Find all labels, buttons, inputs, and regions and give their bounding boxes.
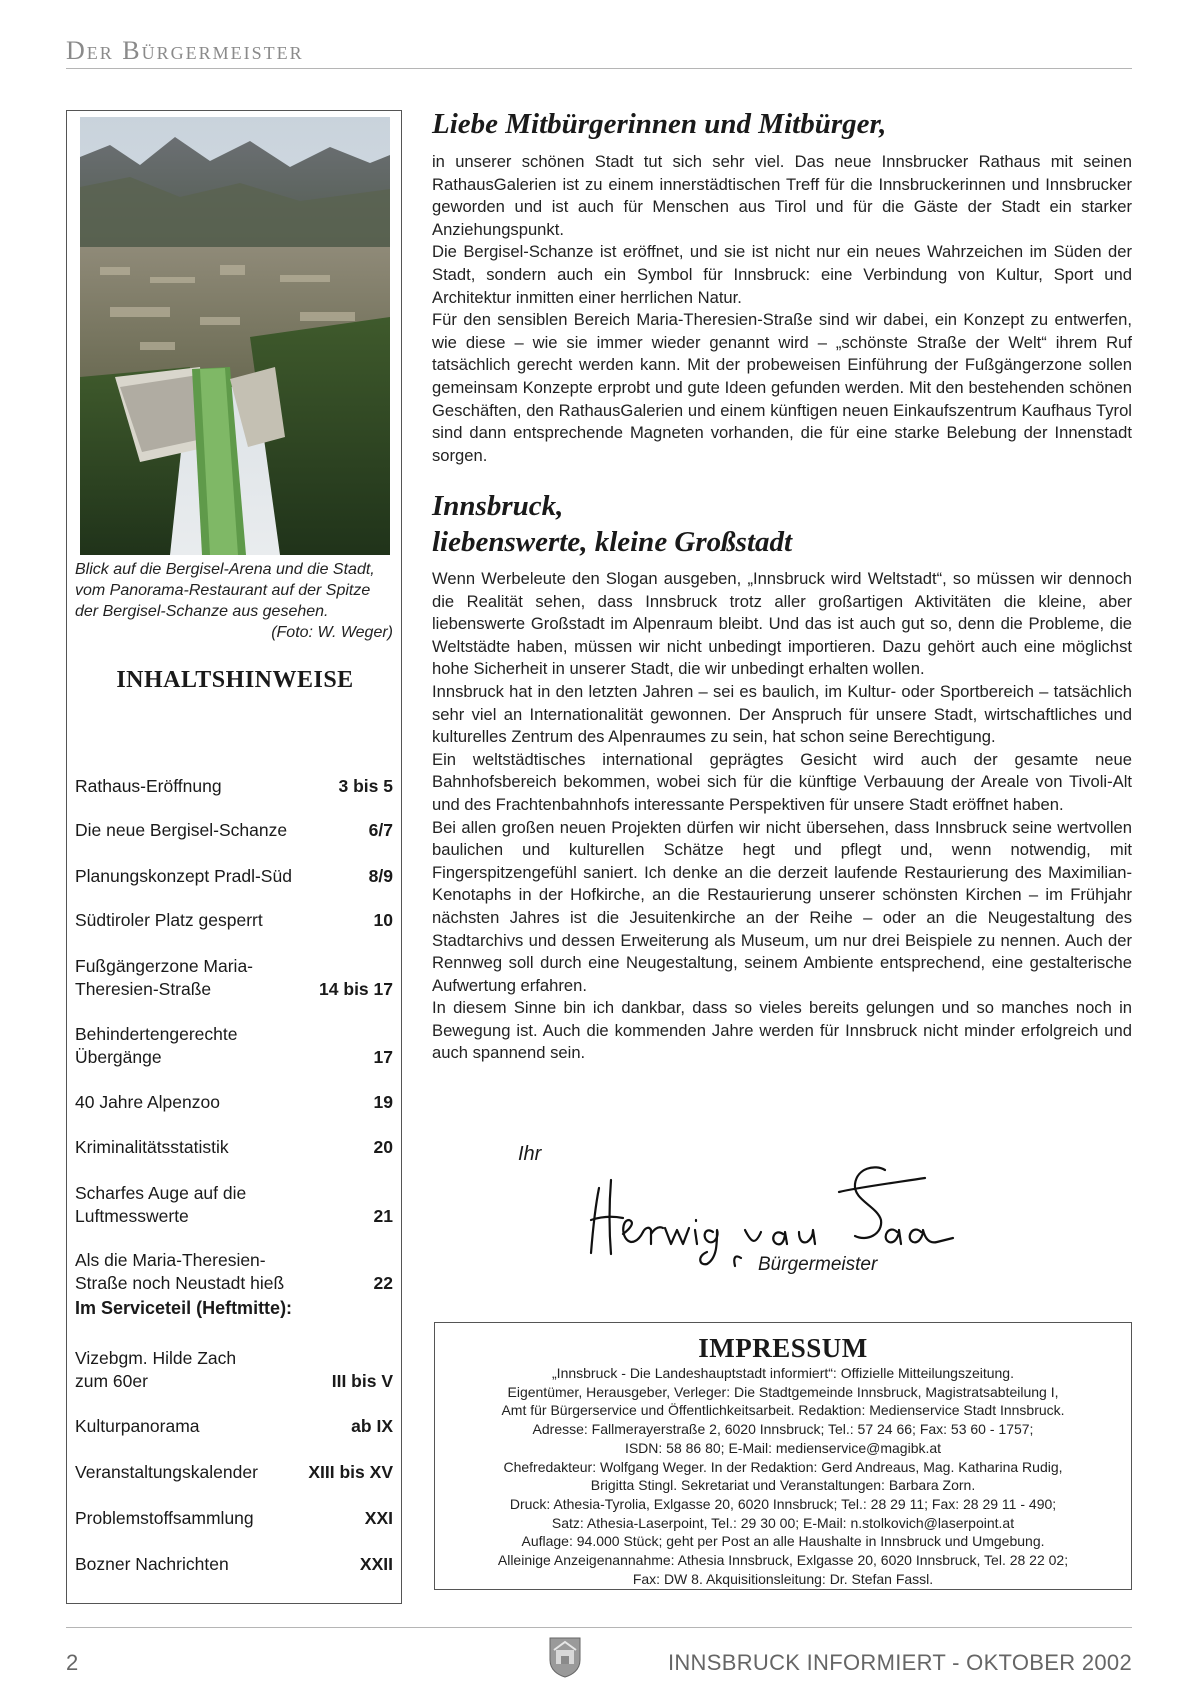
- sidebar-box: [66, 110, 402, 1604]
- toc-item-page: 21: [373, 1206, 393, 1226]
- toc-item-page: 14 bis 17: [319, 979, 393, 999]
- impressum-line: Auflage: 94.000 Stück; geht per Post an alle Haushalte in Innsbruck und Umgebung.: [521, 1533, 1045, 1550]
- letter-paragraph: Die Bergisel-Schanze ist eröffnet, und sie ist nicht nur ein neues Wahrzeichen im Süden der Stadt, sondern auch ein Symbol für Innsbruck: eine Verbindung von Kultur, Sport und Architektur inmitten einer herrlichen Natur.: [432, 242, 1132, 307]
- service-item[interactable]: [75, 1553, 393, 1576]
- letter-subheading-line2: liebenswerte, kleine Großstadt: [432, 526, 793, 558]
- toc-item-page: 8/9: [368, 866, 393, 886]
- toc-item[interactable]: [75, 1091, 393, 1114]
- toc-item[interactable]: [75, 1023, 393, 1069]
- page-header-title: Der Bürgermeister: [66, 36, 304, 65]
- letter-paragraph: Für den sensiblen Bereich Maria-Theresien-Straße sind wir dabei, ein Konzept zu entwerfen, wie diese – wie sie immer wieder genannt wird – „schönste Straße der Welt“ ihrem Ruf tatsächlich gerecht werden kann. Mit der probeweisen Einführung der Fußgängerzone sollen gemeinsam Konzepte erprobt und gute Ideen gefunden werden. Mit den bestehenden schönen Geschäften, den RathausGalerien und einem künftigen neuen Einkaufszentrum Kaufhaus Tyrol sind dann entsprechende Magneten vorhanden, die für eine starke Belebung der Innenstadt sorgen.: [432, 310, 1132, 465]
- service-item[interactable]: [75, 1347, 393, 1393]
- toc-item-title: Fußgängerzone Maria-Theresien-Straße: [75, 956, 253, 999]
- service-item-title: Bozner Nachrichten: [75, 1554, 229, 1574]
- toc-item-page: 19: [373, 1092, 393, 1112]
- letter-salutation: Liebe Mitbürgerinnen und Mitbürger,: [432, 108, 887, 140]
- impressum-line: Brigitta Stingl. Sekretariat und Veranstaltungen: Barbara Zorn.: [590, 1477, 976, 1494]
- toc-item[interactable]: [75, 819, 393, 842]
- letter-paragraph: in unserer schönen Stadt tut sich sehr viel. Das neue Innsbrucker Rathaus mit seinen RathausGalerien ist zu einem innerstädtischen Treff für die Innsbruckerinnen und Innsbrucker geworden und ist auch für Menschen aus Tirol und für die Gäste der Stadt ein starker Anziehungspunkt.: [432, 152, 1132, 239]
- impressum-line: Adresse: Fallmerayerstraße 2, 6020 Innsbruck; Tel.: 57 24 66; Fax: 53 60 - 1757;: [532, 1421, 1034, 1438]
- impressum-line: Satz: Athesia-Laserpoint, Tel.: 29 30 00; E-Mail: n.stolkovich@laserpoint.at: [551, 1514, 1015, 1531]
- toc-item-title: Die neue Bergisel-Schanze: [75, 820, 288, 840]
- toc-item-title: Behindertengerechte Übergänge: [75, 1024, 238, 1067]
- letter-subheading-line1: Innsbruck,: [432, 490, 564, 522]
- service-item-page: XIII bis XV: [308, 1462, 393, 1482]
- service-item-page: XXI: [364, 1508, 393, 1528]
- toc-item[interactable]: [75, 1182, 393, 1228]
- toc-item-title: Als die Maria-Theresien-Straße noch Neustadt hieß: [75, 1250, 285, 1293]
- impressum-line: „Innsbruck - Die Landeshauptstadt informiert“: Offizielle Mitteilungszeitung.: [552, 1365, 1014, 1381]
- impressum-title: IMPRESSUM: [698, 1333, 868, 1363]
- toc-item-page: 10: [373, 910, 393, 930]
- letter-paragraph: Wenn Werbeleute den Slogan ausgeben, „Innsbruck wird Weltstadt“, so müssen wir dennoch die Realität sehen, dass Innsbruck trotz aller großartigen Aktivitäten die kleine, aber liebenswerte Großstadt im Alpenraum bleibt. Und das ist auch gut so, denn die Probleme, die Weltstädte haben, müssen wir nicht unbedingt importieren. Dazu gehört auch eine möglichst hohe Sicherheit in unserer Stadt, die wir unbedingt erhalten wollen.: [432, 569, 1132, 679]
- impressum-line: Fax: DW 8. Akquisitionsleitung: Dr. Stefan Fassl.: [632, 1570, 934, 1587]
- toc-item[interactable]: [75, 1249, 393, 1295]
- service-item-page: XXII: [359, 1554, 393, 1574]
- toc-item-title: Kriminalitätsstatistik: [75, 1137, 229, 1157]
- publication-name: INNSBRUCK INFORMIERT - OKTOBER 2002: [667, 1650, 1132, 1675]
- impressum-line: Eigentümer, Herausgeber, Verleger: Die Stadtgemeinde Innsbruck, Magistratsabteilung I,: [507, 1383, 1059, 1400]
- toc-item-title: 40 Jahre Alpenzoo: [75, 1092, 220, 1112]
- service-item-page: III bis V: [331, 1371, 393, 1391]
- service-item[interactable]: [75, 1507, 393, 1530]
- toc-item[interactable]: [75, 775, 393, 798]
- letter-paragraph: In diesem Sinne bin ich dankbar, dass so vieles bereits gelungen und so manches noch in Bewegung ist. Auch die kommenden Jahre werden für Innsbruck nicht minder erfolgreich und auch spannend sein.: [432, 998, 1132, 1063]
- toc-item-title: Scharfes Auge auf die Luftmesswerte: [75, 1183, 247, 1226]
- toc-item-page: 20: [373, 1137, 393, 1157]
- service-item-title: Kulturpanorama: [75, 1416, 200, 1436]
- photo-credit: (Foto: W. Weger): [271, 624, 393, 641]
- letter-paragraph: Ein weltstädtisches international geprägtes Gesicht wird auch der gesamte neue Bahnhofsbereich bekommen, wobei sich für die künftige Verbauung der Areale von Tivoli-Alt und des Frachtenbahnhofs interessante Perspektiven für unsere Stadt eröffnet haben.: [432, 749, 1132, 814]
- service-item-page: ab IX: [351, 1416, 393, 1436]
- toc-item-title: Planungskonzept Pradl-Süd: [75, 866, 292, 886]
- impressum-line: Chefredakteur: Wolfgang Weger. In der Redaktion: Gerd Andreaus, Mag. Katharina Rudig,: [503, 1458, 1063, 1475]
- photo-caption-text: Blick auf die Bergisel-Arena und die Stadt, vom Panorama-Restaurant auf der Spitze der Bergisel-Schanze aus gesehen.: [75, 561, 375, 620]
- toc-item-page: 17: [373, 1047, 393, 1067]
- impressum-line: ISDN: 58 86 80; E-Mail: medienservice@magibk.at: [624, 1439, 942, 1456]
- toc-item[interactable]: [75, 955, 393, 1001]
- city-crest-icon: [548, 1636, 582, 1683]
- toc-item-page: 22: [373, 1273, 393, 1293]
- toc-item[interactable]: [75, 909, 393, 932]
- service-item[interactable]: [75, 1461, 393, 1484]
- header-divider: [66, 68, 1132, 69]
- service-item-title: Veranstaltungskalender: [75, 1462, 258, 1482]
- letter-paragraph: Innsbruck hat in den letzten Jahren – sei es baulich, im Kultur- oder Sportbereich – tatsächlich sehr viel an Internationalität gewonnen. Der Anspruch für unsere Stadt, wirtschaftliches und kulturelles Zentrum des Alpenraumes zu sein, hat schon seine Berechtigung.: [432, 681, 1132, 747]
- letter-closing: Ihr: [518, 1143, 542, 1165]
- service-item-title: Problemstoffsammlung: [75, 1508, 254, 1528]
- signature-title: Bürgermeister: [758, 1254, 878, 1275]
- impressum-line: Amt für Bürgerservice und Öffentlichkeitsarbeit. Redaktion: Medienservice Stadt Innsbruck.: [501, 1402, 1065, 1419]
- toc-title: INHALTSHINWEISE: [116, 667, 354, 693]
- toc-item-title: Südtiroler Platz gesperrt: [75, 910, 263, 930]
- footer-divider: [66, 1627, 1132, 1628]
- toc-item[interactable]: [75, 1136, 393, 1159]
- letter-paragraph: Bei allen großen neuen Projekten dürfen wir nicht übersehen, dass Innsbruck seine wertvollen baulichen und kulturellen Schätze hegt und pflegt und, wenn notwendig, mit Fingerspitzengefühl saniert. Ich denke an die derzeit laufende Restaurierung des Maximilian-Kenotaphs in der Hofkirche, an die Restaurierung unserer schönsten Kirchen – im Frühjahr nächsten Jahres ist die Jesuitenkirche an der Reihe – oder an die Neugestaltung des Stadtarchivs und dessen Erweiterung als Museum, um nur drei Beispiele zu nennen. Auch der Rennweg soll durch eine Neugestaltung, seinem Ambiente entsprechend, eine gestalterische Aufwertung erfahren.: [432, 817, 1132, 995]
- letter-section-1: [432, 108, 1132, 467]
- toc-item-page: 3 bis 5: [338, 776, 393, 796]
- impressum-line: Alleinige Anzeigenannahme: Athesia Innsbruck, Exlgasse 20, 6020 Innsbruck, Tel. 28 22 02;: [497, 1552, 1069, 1569]
- toc-item-page: 6/7: [368, 820, 393, 840]
- toc-item-title: Rathaus-Eröffnung: [75, 776, 222, 796]
- service-item-title: Vizebgm. Hilde Zach zum 60er: [75, 1348, 237, 1391]
- impressum-box: [434, 1322, 1132, 1590]
- toc-item[interactable]: [75, 865, 393, 888]
- service-heading: Im Serviceteil (Heftmitte):: [75, 1298, 293, 1318]
- impressum-line: Druck: Athesia-Tyrolia, Exlgasse 20, 6020 Innsbruck; Tel.: 28 29 11; Fax: 28 29 11 - 490;: [509, 1495, 1057, 1512]
- letter-section-2: [432, 488, 1132, 1065]
- page-number: 2: [66, 1650, 79, 1675]
- service-item[interactable]: [75, 1415, 393, 1438]
- bergisel-photo: [80, 117, 390, 555]
- photo-caption: [75, 559, 393, 643]
